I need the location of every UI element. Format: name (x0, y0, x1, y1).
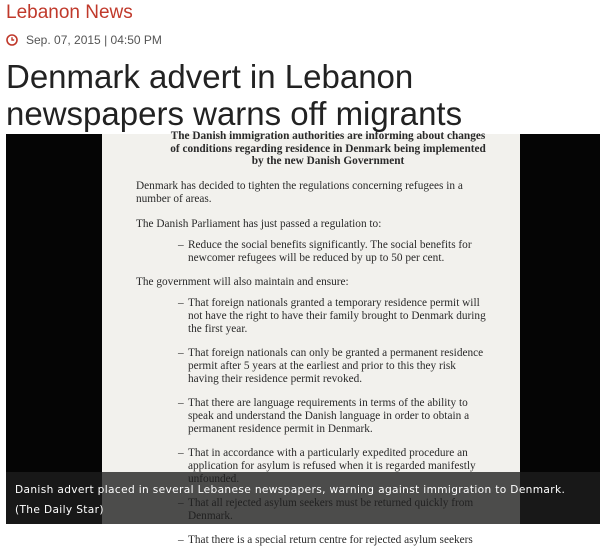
list-item: – Reduce the social benefits significantly. The social benefits for newcomer refugees will be reduced by up to 50 per cent. (178, 238, 472, 264)
list-item: – That in accordance with a particularly expedited procedure an application for asylum is refused when it is regarded manifestly (178, 446, 476, 472)
advert-measures (136, 239, 520, 265)
advert-title-line: The Danish immigration authorities are informing about changes (170, 130, 486, 142)
advert-parliament: The Danish Parliament has just passed a regulation to: (136, 217, 382, 230)
publish-date: Sep. 07, 2015 | 04:50 PM (26, 33, 162, 47)
advert-intro: Denmark has decided to tighten the regulations concerning refugees in a number of areas. (136, 179, 463, 205)
advert-title-line: of conditions regarding residence in Denmark being implemented (170, 142, 486, 155)
section-link-lebanon-news[interactable]: Lebanon News (6, 2, 133, 23)
list-item: – That foreign nationals granted a temporary residence permit will not have the right to have their family brought to Denmark during the first year. (178, 296, 486, 335)
advert-government: The government will also maintain and ensure: (136, 275, 349, 288)
caption-credit: (The Daily Star) (15, 504, 104, 516)
advert-document (102, 130, 520, 546)
article-meta (6, 32, 162, 48)
caption-text: Danish advert placed in several Lebanese newspapers, warning against immigration to Denmark. (15, 484, 566, 496)
article-image (6, 130, 600, 546)
list-item: – That there are language requirements in terms of the ability to speak and understand the Danish language in order to obtain a permanent residence permit in Denmark. (178, 396, 470, 435)
list-item: – That there is a special return centre for rejected asylum seekers (178, 533, 473, 546)
advert-title-line: by the new Danish Government (251, 155, 405, 167)
advert-title (102, 130, 520, 168)
list-item: – That foreign nationals can only be granted a permanent residence permit after 5 years at the earliest and prior to this they risk having their residence permit revoked. (178, 346, 484, 385)
image-caption (6, 472, 600, 524)
clock-icon (6, 34, 18, 46)
article-headline: Denmark advert in Lebanon newspapers warns off migrants (6, 58, 463, 132)
